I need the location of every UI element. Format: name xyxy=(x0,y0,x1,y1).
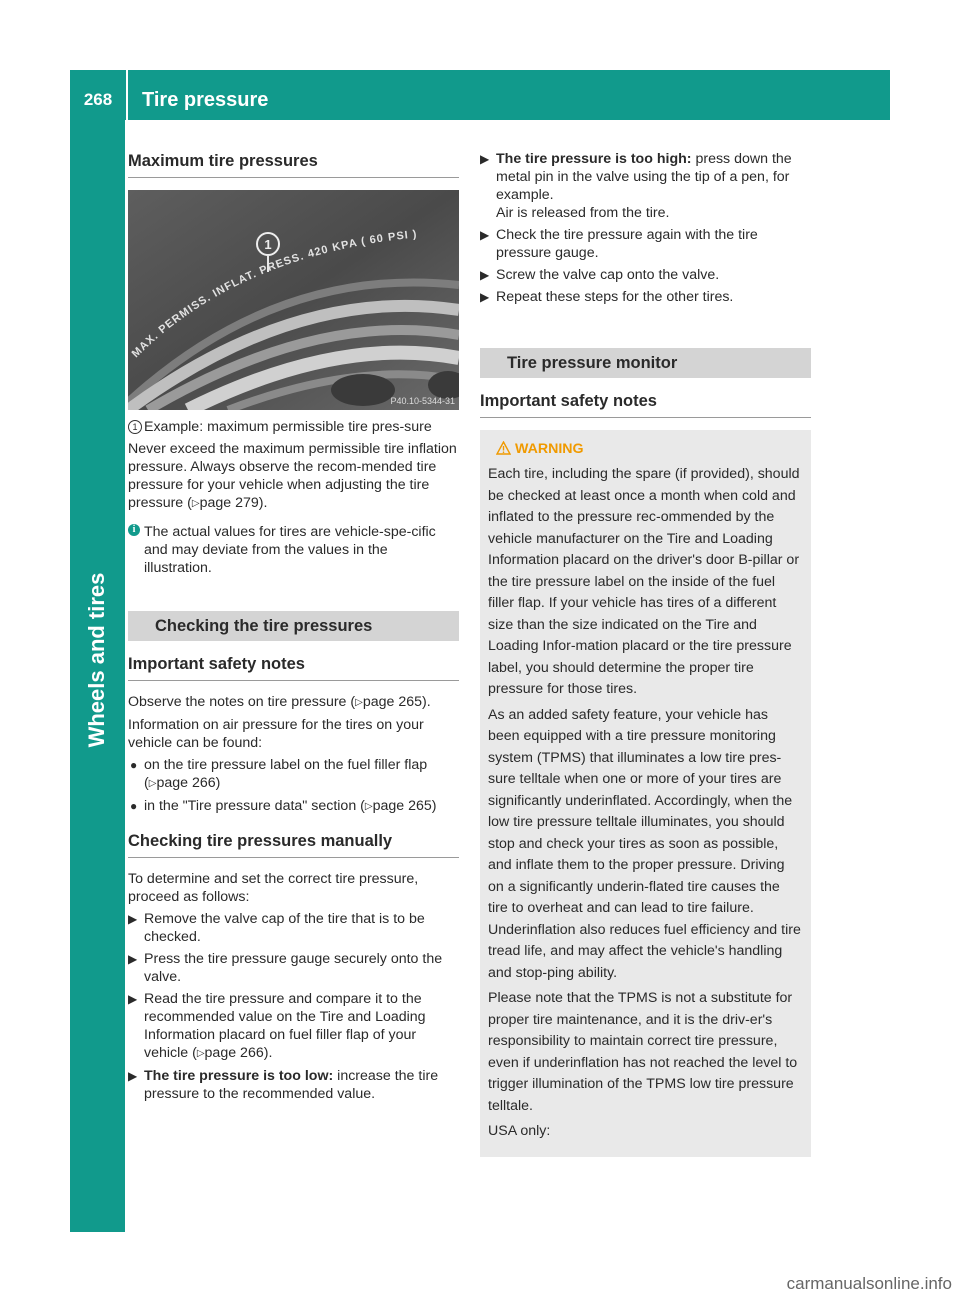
heading-important-safety-notes: Important safety notes xyxy=(128,653,459,681)
chapter-marker xyxy=(70,1165,125,1220)
photo-code: P40.10-5344-31 xyxy=(390,396,455,406)
page-reference[interactable]: ▷page 265) xyxy=(364,798,437,814)
step-arrow-icon: ▶ xyxy=(480,268,490,282)
warning-paragraph: USA only: xyxy=(488,1123,551,1139)
paragraph: Observe the notes on tire pressure (▷page 265). xyxy=(128,694,431,710)
arrow-icon: ▷ xyxy=(191,498,200,509)
arrow-icon: ▷ xyxy=(148,778,157,789)
paragraph: Information on air pressure for the tires on your vehicle can be found: xyxy=(128,717,424,751)
right-column xyxy=(480,150,811,1157)
step-arrow-icon: ▶ xyxy=(128,1069,138,1083)
warning-box xyxy=(480,430,811,1157)
sidebar-divider xyxy=(125,120,127,1232)
step-arrow-icon: ▶ xyxy=(128,952,138,966)
page-header xyxy=(70,70,890,120)
heading-checking-manually: Checking tire pressures manually xyxy=(128,830,459,858)
page-title: Tire pressure xyxy=(142,89,269,111)
warning-title: WARNING xyxy=(488,440,803,458)
heading-important-safety-notes: Important safety notes xyxy=(480,390,811,418)
arrow-icon: ▷ xyxy=(364,801,373,812)
watermark: carmanualsonline.info xyxy=(786,1274,952,1293)
arrow-icon: ▷ xyxy=(355,697,363,708)
page-reference[interactable]: ▷page 265). xyxy=(355,694,431,710)
callout-marker: 1 xyxy=(128,420,142,434)
step: ▶ The tire pressure is too low: increase the tire pressure to the recommended value. xyxy=(128,1068,439,1102)
step: ▶ Check the tire pressure again with the tire pressure gauge. xyxy=(480,227,758,261)
step-arrow-icon: ▶ xyxy=(128,912,138,926)
arrow-icon: ▷ xyxy=(196,1048,205,1059)
page-number: 268 xyxy=(83,90,113,109)
section-tire-pressure-monitor: Tire pressure monitor xyxy=(480,348,811,378)
step: ▶ The tire pressure is too high: press down the metal pin in the valve using the tip of a pen, for example. Air is released from the tire. xyxy=(480,151,792,221)
info-icon: i xyxy=(128,524,140,536)
bullet-icon: ● xyxy=(130,758,138,772)
left-column xyxy=(128,150,459,1107)
list-item: ● on the tire pressure label on the fuel filler flap (▷page 266) xyxy=(130,757,428,791)
step-arrow-icon: ▶ xyxy=(480,152,490,166)
step-arrow-icon: ▶ xyxy=(480,290,490,304)
info-note: i The actual values for tires are vehicle-spe-cific and may deviate from the values in the illustration. xyxy=(128,523,459,577)
step: ▶ Read the tire pressure and compare it to the recommended value on the Tire and Loading Information placard on fuel filler flap of your vehicle (▷page 266). xyxy=(128,991,426,1061)
callout-number: 1 xyxy=(264,237,272,252)
sidewall-text: MAX. PERMISS. INFLAT. PRESS. 420 KPA ( 60 PSI ) xyxy=(129,228,418,361)
list-item: ● in the "Tire pressure data" section (▷page 265) xyxy=(130,798,437,814)
section-checking-tire-pressures: Checking the tire pressures xyxy=(128,611,459,641)
step-arrow-icon: ▶ xyxy=(128,992,138,1006)
paragraph: Never exceed the maximum permissible tire inflation pressure. Always observe the recom-mended tire pressure for your vehicle when adjusting the tire pressure (▷page 279). xyxy=(128,441,457,511)
warning-paragraph: As an added safety feature, your vehicle has been equipped with a tire pressure monitoring system (TPMS) that illuminates a low tire pres-sure telltale when one or more of your tires are significantly underinflated. Accordingly, when the low tire pressure telltale illuminates, you should stop and check your tires as soon as possible, and inflate them to the proper pressure. Driving on a significantly underin-flated tire causes the tire to overheat and can lead to tire failure. Underinflation also reduces fuel efficiency and tire tread life, and may affect the vehicle's handling and stop-ping ability. xyxy=(488,706,801,981)
paragraph: To determine and set the correct tire pressure, proceed as follows: xyxy=(128,871,419,905)
step: ▶ Screw the valve cap onto the valve. xyxy=(480,267,720,283)
step: ▶ Repeat these steps for the other tires. xyxy=(480,289,734,305)
step-arrow-icon: ▶ xyxy=(480,228,490,242)
chapter-label: Wheels and tires xyxy=(84,572,109,748)
step: ▶ Remove the valve cap of the tire that is to be checked. xyxy=(128,911,425,945)
warning-paragraph: Each tire, including the spare (if provided), should be checked at least once a month when cold and inflated to the pressure rec-ommended by the vehicle manufacturer on the Tire and Loading Information placard on the driver's door B-pillar or the tire pressure label on the inside of the fuel filler flap. If your vehicle has tires of a different size than the size indicated on the Tire and Loading Infor-mation placard or the tire pressure label, you should determine the proper tire pressure for those tires. xyxy=(488,466,800,697)
step: ▶ Press the tire pressure gauge securely onto the valve. xyxy=(128,951,443,985)
header-divider xyxy=(126,70,128,120)
warning-icon xyxy=(496,441,511,455)
heading-maximum-tire-pressures: Maximum tire pressures xyxy=(128,150,459,178)
page-reference[interactable]: ▷page 266). xyxy=(196,1045,273,1061)
warning-paragraph: Please note that the TPMS is not a substitute for proper tire maintenance, and it is the driv-er's responsibility to maintain correct tire pressure, even if underinflation has not reached the level to trigger illumination of the TPMS low tire pressure telltale. xyxy=(488,990,798,1114)
figure-caption: 1 Example: maximum permissible tire pres-sure xyxy=(128,418,459,436)
bullet-icon: ● xyxy=(130,799,138,813)
page-reference[interactable]: ▷page 279). xyxy=(191,495,268,511)
tire-sidewall-photo xyxy=(128,190,459,410)
page-reference[interactable]: ▷page 266) xyxy=(148,775,221,791)
